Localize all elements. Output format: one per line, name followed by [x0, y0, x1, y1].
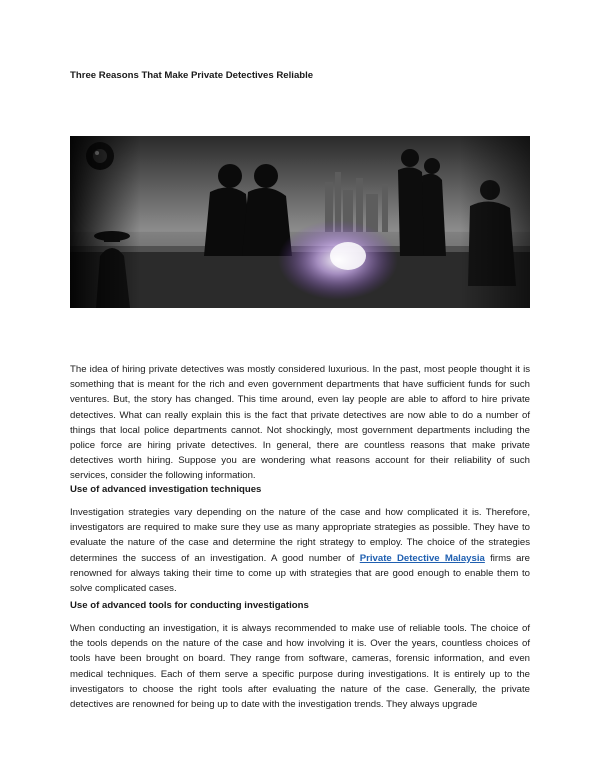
hero-image: [70, 136, 530, 308]
tools-paragraph: When conducting an investigation, it is always recommended to make use of reliable tools. The choice of the tools depends on the nature of the case and how involving it is. Over the years, countless choices of tools have been brought on board. They range from software, cameras, forensic information, and even medical techniques. Each of them serve a specific purpose during investigations. It is entirely up to the investigators to choose the right tools after evaluating the nature of the case. Generally, the private detectives are renowned for being up to date with the investigation trends. They always upgrade: [70, 623, 530, 711]
intro-paragraph: The idea of hiring private detectives was mostly considered luxurious. In the past, most people thought it is something that is meant for the rich and even government departments that have sufficient funds for such ventures. But, the story has changed. This time around, even lay people are able to afford to hire private detectives. What can really explain this is the fact that private detectives are now able to do a number of things that local police departments cannot. Not shockingly, most government departments including the police force are hiring private detectives. In general, there are countless reasons that make private detectives worth hiring. Suppose you are wondering what reasons account for their reliability of such services, consider the following information.: [70, 364, 530, 482]
techniques-text-after: firms are renowned for always taking their time to come up with strategies that are good enough to enable them to solve complicated cases.: [70, 552, 530, 595]
private-detective-malaysia-link[interactable]: Private Detective Malaysia: [359, 552, 485, 564]
section-heading-techniques: Use of advanced investigation techniques: [70, 484, 262, 495]
techniques-paragraph: [70, 505, 530, 596]
document-title: Three Reasons That Make Private Detectives Reliable: [70, 70, 314, 81]
section-heading-tools: Use of advanced tools for conducting investigations: [70, 600, 309, 611]
techniques-text-before: Investigation strategies vary depending on the nature of the case and how complicated it is. Therefore, investigators are required to make sure they use as many appropriate strategies as possible. They have to evaluate the nature of the case and determine the right strategy to employ. The choice of the strategies determines the success of an investigation. A good number of: [70, 507, 530, 564]
